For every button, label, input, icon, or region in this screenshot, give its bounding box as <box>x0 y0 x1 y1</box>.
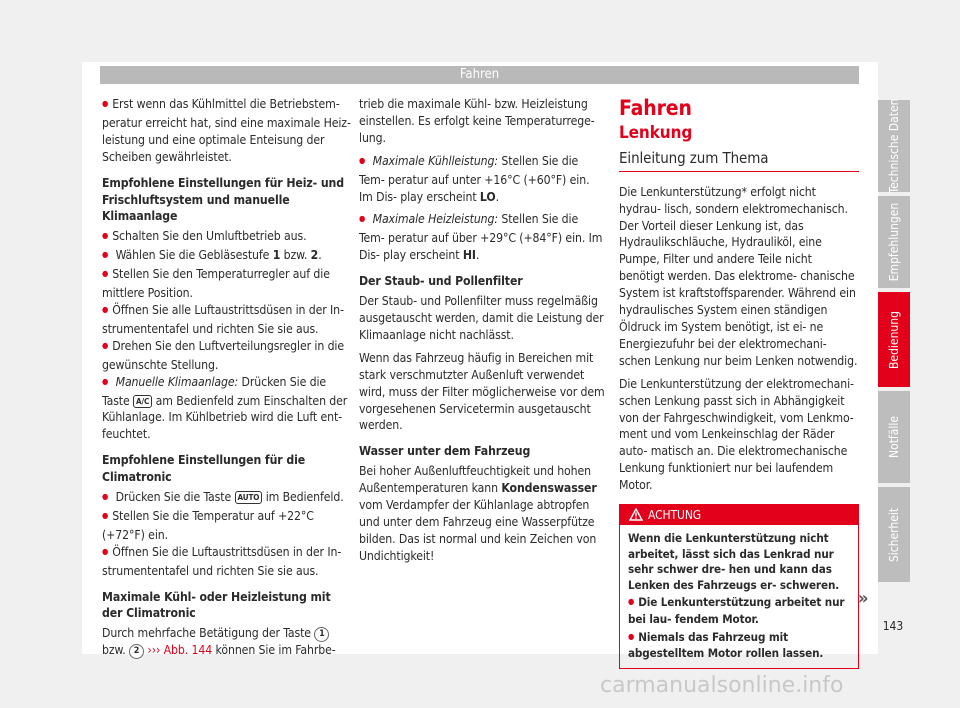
heading-water: Wasser unter dem Fahrzeug <box>359 444 531 459</box>
warning-intro: Wenn die Lenkunterstützung nicht arbeitet, lässt sich das Lenkrad nur sehr schwer dre- hen und kann das Lenken des Fahrzeugs er- schweren. <box>628 531 840 592</box>
para-water-end: vom Verdampfer der Kühlanlage abtropfen und unter dem Fahrzeug eine Wasserpfütze bilden. Das ist normal und kein Zeichen von Undichtigkeit! <box>359 498 597 563</box>
tab-label: Bedienung <box>887 310 901 369</box>
tab-empfehlungen[interactable] <box>878 196 910 288</box>
max-cool-text: Stellen Sie die Tem- peratur auf unter +16°C (+60°F) ein. Im Dis- play erscheint <box>359 153 590 204</box>
tab-label: Empfehlungen <box>887 202 901 282</box>
max-heat-label: Maximale Heizleistung: <box>372 212 498 227</box>
bullet-auto <box>102 489 352 508</box>
column-2 <box>359 96 605 565</box>
max-cool-label: Maximale Kühlleistung: <box>372 153 498 168</box>
page-number: 143 <box>882 619 904 633</box>
tab-sicherheit[interactable] <box>878 487 910 582</box>
max-heat-text: Stellen Sie die Tem- peratur auf über +29°C (+84°F) ein. Im Dis- play erscheint <box>359 212 603 263</box>
bullet-fan-end: . <box>318 248 322 263</box>
bullet-fan-text: Wählen Sie die Gebläsestufe <box>115 248 270 263</box>
bullet-temp: ● Stellen Sie den Temperaturregler auf die mittlere Position. <box>102 266 352 302</box>
warning-title: ACHTUNG <box>648 508 702 523</box>
heading-max: Maximale Kühl- oder Heizleistung mit der Climatronic <box>102 589 331 621</box>
condensate-term: Kondenswasser <box>501 481 597 496</box>
tab-label: Sicherheit <box>887 507 901 562</box>
display-lo: LO <box>479 189 496 204</box>
bullet-distribution: ● Drehen Sie den Luftverteilungsregler in die gewünschte Stellung. <box>102 338 352 374</box>
figure-reference-link[interactable]: ››› Abb. 144 <box>144 643 213 658</box>
bullet-recirc: ● Schalten Sie den Umluftbetrieb aus. <box>102 228 352 247</box>
max-heat-end: . <box>475 248 480 263</box>
tab-bedienung[interactable] <box>878 292 910 387</box>
warning-body <box>620 525 858 668</box>
heading-filter: Der Staub- und Pollenfilter <box>359 274 523 289</box>
callout-2-icon: 2 <box>129 644 144 659</box>
bullet-manual-ac <box>102 374 352 444</box>
bullet-max-heat <box>359 211 605 264</box>
chapter-title: Fahren <box>619 96 692 120</box>
warning-bullet-2: ● Niemals das Fahrzeug mit abgestelltem Motor rollen lassen. <box>628 630 850 662</box>
warning-bullet-1: ● Die Lenkunterstützung arbeitet nur bei lau- fendem Motor. <box>628 595 850 627</box>
bullet-max-cool <box>359 153 605 206</box>
bullet-fan <box>102 247 352 266</box>
para-steering-1: Die Lenkunterstützung* erfolgt nicht hydrau- lisch, sondern elektromechanisch. Der Vorteil dieser Lenkung ist, das Hydraulikschläuche, Hydrauliköl, eine Pumpe, Filter und andere Teile nicht benötigt werden. Das elektrome- chanische System ist kraftstoffsparender. Während ein hydraulisches System einen ständigen Öldruck im System benötigt, ist ei- ne Energiezufuhr bei der elektromechani- schen Lenkung nur beim Lenken notwendig. <box>619 184 858 368</box>
callout-1-icon: 1 <box>314 627 329 642</box>
running-header: Fahren <box>100 66 859 84</box>
bullet-temp-22: ● Stellen Sie die Temperatur auf +22°C (+72°F) ein. <box>102 508 352 544</box>
subsection-title: Einleitung zum Thema <box>619 148 769 167</box>
display-hi: HI <box>462 248 476 263</box>
column-3 <box>619 96 859 669</box>
warning-triangle-icon <box>629 508 643 521</box>
bullet-vents: ● Öffnen Sie alle Luftaustrittsdüsen in der In- strumententafel und richten Sie sie aus. <box>102 302 352 338</box>
fan-level-1: 1 <box>272 248 281 263</box>
heading-manual: Empfohlene Einstellungen für Heiz- und Frischluftsystem und manuelle Klimaanlage <box>102 175 345 224</box>
title-rule <box>619 171 859 172</box>
para-steering-2: Die Lenkunterstützung der elektromechani- schen Lenkung passt sich in Abhängigkeit von der Fahrgeschwindigkeit, vom Lenkmo- ment und vom Lenkeinschlag der Räder auto- matisch an. Die elektromechanische Lenkung funktioniert nur bei laufendem Motor. <box>619 376 854 493</box>
auto-key-icon: AUTO <box>235 491 263 504</box>
tab-label: Notfälle <box>887 416 901 458</box>
para-max-end: können Sie im Fahrbe- <box>212 643 336 658</box>
para-filter-2: Wenn das Fahrzeug häufig in Bereichen mit stark verschmutzter Außenluft verwendet wird, muss der Filter möglicherweise vor dem vorgesehenen Servicetermin ausgetauscht werden. <box>359 350 605 433</box>
para-max <box>102 625 352 659</box>
bullet-auto-end: im Bedienfeld. <box>262 490 344 505</box>
para-water-text: Bei hoher Außenluftfeuchtigkeit und hohen Außentemperaturen kann <box>359 464 592 496</box>
bullet-vents-2: ● Öffnen Sie die Luftaustrittsdüsen in der In- strumententafel und richten Sie sie aus. <box>102 544 352 580</box>
section-title: Lenkung <box>619 122 693 143</box>
bullet-fan-mid: bzw. <box>280 248 311 263</box>
para-intro: ● Erst wenn das Kühlmittel die Betriebstem- peratur erreicht hat, sind eine maximale Heiz- leistung und eine optimale Enteisung der Scheiben gewährleistet. <box>102 96 352 166</box>
bullet-auto-text: Drücken Sie die Taste <box>115 490 235 505</box>
manual-ac-label: Manuelle Klimaanlage: <box>115 374 239 389</box>
manual-ac-end: am Bedienfeld zum Einschalten der Kühlanlage. Im Kühlbetrieb wird die Luft ent- feuchtet. <box>102 393 348 442</box>
manual-ac-text: Drücken Sie die Taste <box>102 374 327 408</box>
para-water <box>359 463 605 564</box>
warning-header <box>620 505 858 525</box>
para-continue: trieb die maximale Kühl- bzw. Heizleistung einstellen. Es erfolgt keine Temperaturrege- lung. <box>359 97 595 145</box>
tab-notfaelle[interactable] <box>878 391 910 483</box>
watermark: carmanualsonline.info <box>600 673 844 698</box>
max-cool-end: . <box>495 189 499 204</box>
tab-label: Technische Daten <box>887 98 901 194</box>
continue-arrow-icon: » <box>858 588 869 609</box>
column-1 <box>102 96 352 659</box>
heading-climatronic: Empfohlene Einstellungen für die Climatronic <box>102 453 306 485</box>
warning-box <box>619 504 859 669</box>
ac-key-icon: A/C <box>133 395 152 408</box>
para-max-text: Durch mehrfache Betätigung der Taste <box>102 626 315 641</box>
fan-level-2: 2 <box>310 248 319 263</box>
para-filter: Der Staub- und Pollenfilter muss regelmäßig ausgetauscht werden, damit die Leistung der Klimaanlage nicht nachlässt. <box>359 294 604 342</box>
para-max-mid: bzw. <box>102 643 130 658</box>
tab-technische-daten[interactable] <box>878 100 910 192</box>
